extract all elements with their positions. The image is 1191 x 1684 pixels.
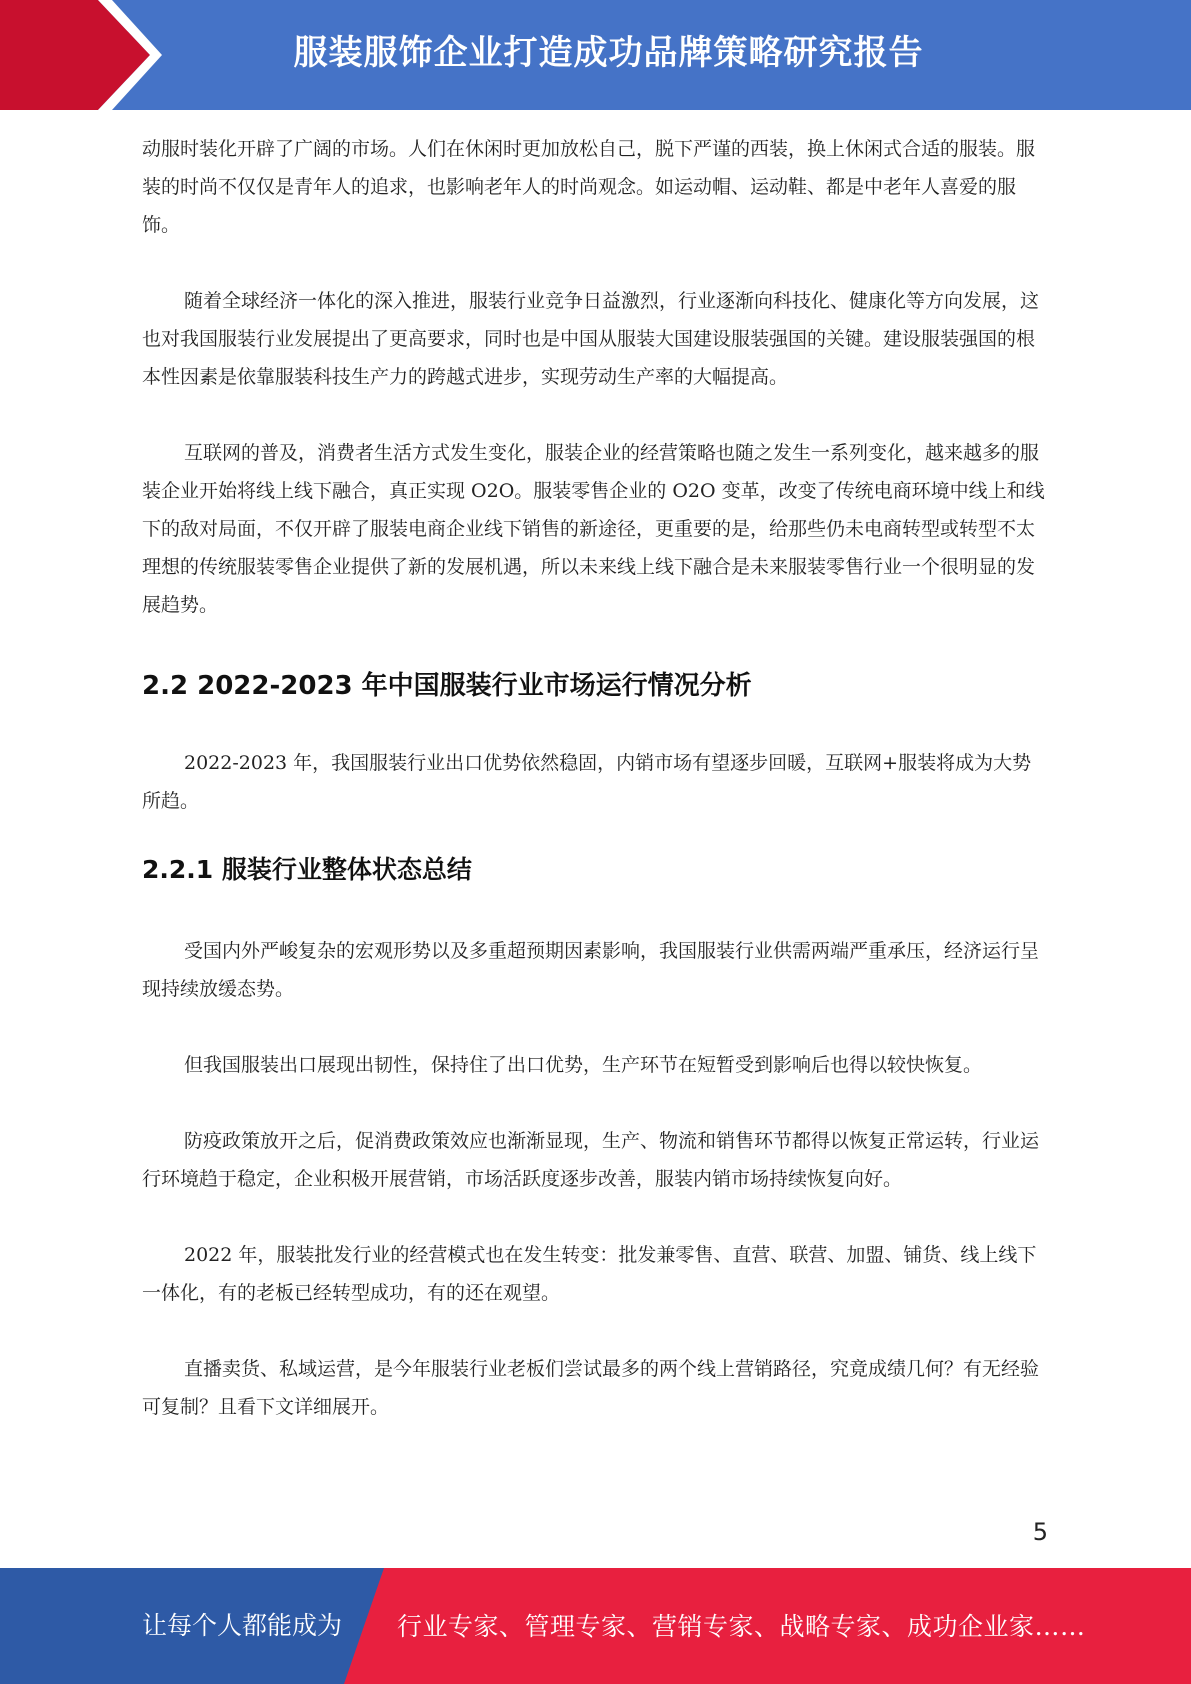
page-header: [0, 0, 1191, 110]
paragraph: 随着全球经济一体化的深入推进，服装行业竞争日益激烈，行业逐渐向科技化、健康化等方向发展，这也对我国服装行业发展提出了更高要求，同时也是中国从服装大国建设服装强国的关键。建设服装强国的根本性因素是依靠服装科技生产力的跨越式进步，实现劳动生产率的大幅提高。: [142, 290, 1040, 388]
document-body: [142, 130, 1048, 1426]
footer-slogan-left: 让每个人都能成为: [142, 1611, 343, 1640]
paragraph: 互联网的普及，消费者生活方式发生变化，服装企业的经营策略也随之发生一系列变化，越来越多的服装企业开始将线上线下融合，真正实现 O2O。服装零售企业的 O2O 变革，改变了传统电商环境中线上和线下的敌对局面，不仅开辟了服装电商企业线下销售的新途径，更重要的是，给那些仍未电商转型或转型不太理想的传统服装零售企业提供了新的发展机遇，所以未来线上线下融合是未来服装零售行业一个很明显的发展趋势。: [142, 442, 1045, 616]
section-heading: 2.2 2022-2023 年中国服装行业市场运行情况分析: [142, 671, 752, 701]
report-title: 服装服饰企业打造成功品牌策略研究报告: [293, 33, 924, 73]
paragraph: 2022 年，服装批发行业的经营模式也在发生转变：批发兼零售、直营、联营、加盟、铺货、线上线下一体化，有的老板已经转型成功，有的还在观望。: [142, 1244, 1037, 1304]
page-footer: [0, 1568, 1191, 1684]
subsection-heading: 2.2.1 服装行业整体状态总结: [142, 855, 472, 884]
paragraph: 防疫政策放开之后，促消费政策效应也渐渐显现，生产、物流和销售环节都得以恢复正常运转，行业运行环境趋于稳定，企业积极开展营销，市场活跃度逐步改善，服装内销市场持续恢复向好。: [142, 1130, 1040, 1190]
paragraph: 动服时装化开辟了广阔的市场。人们在休闲时更加放松自己，脱下严谨的西装，换上休闲式合适的服装。服装的时尚不仅仅是青年人的追求，也影响老年人的时尚观念。如运动帽、运动鞋、都是中老年人喜爱的服饰。: [142, 138, 1036, 236]
paragraph: 直播卖货、私域运营，是今年服装行业老板们尝试最多的两个线上营销路径，究竟成绩几何？有无经验可复制？且看下文详细展开。: [142, 1358, 1040, 1418]
paragraph: 受国内外严峻复杂的宏观形势以及多重超预期因素影响，我国服装行业供需两端严重承压，经济运行呈现持续放缓态势。: [142, 940, 1040, 1000]
page-number: 5: [1032, 1518, 1048, 1546]
paragraph: 但我国服装出口展现出韧性，保持住了出口优势，生产环节在短暂受到影响后也得以较快恢复。: [184, 1054, 983, 1076]
footer-slogan-right: 行业专家、管理专家、营销专家、战略专家、成功企业家……: [397, 1612, 1086, 1641]
paragraph: 2022-2023 年，我国服装行业出口优势依然稳固，内销市场有望逐步回暖，互联网+服装将成为大势所趋。: [142, 752, 1032, 812]
